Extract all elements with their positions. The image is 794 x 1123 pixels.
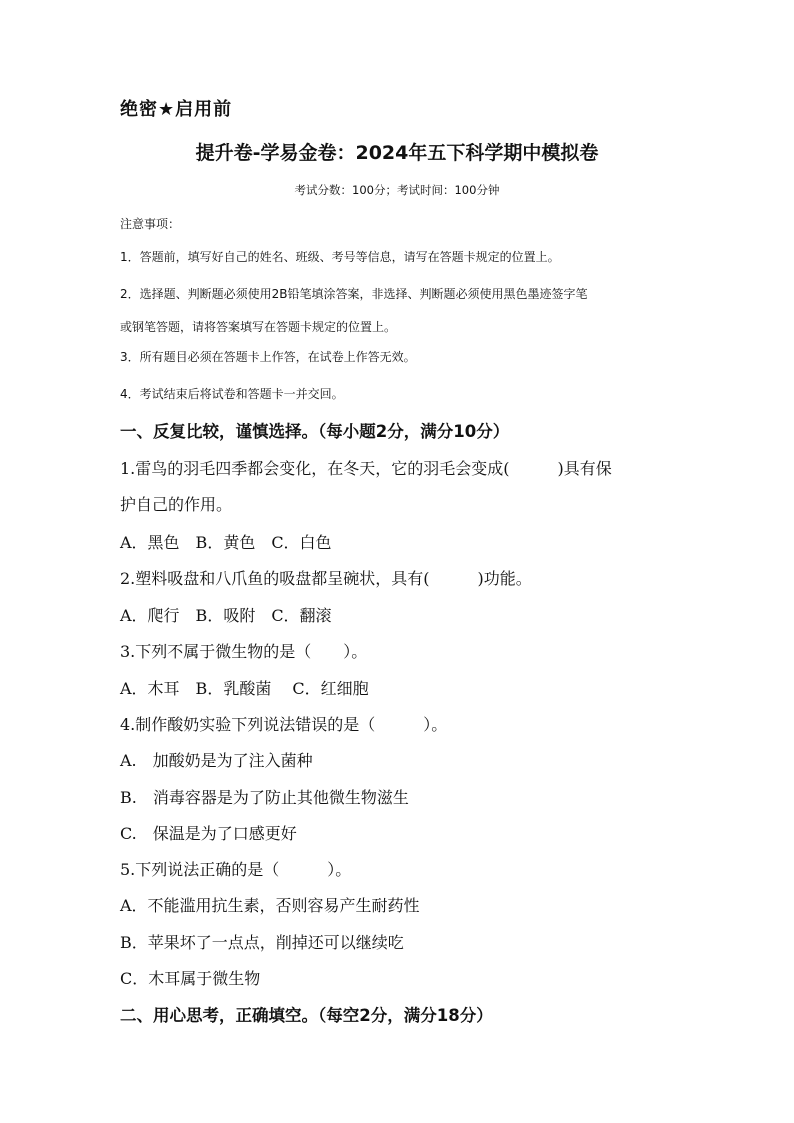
note-item: 或钢笔答题，请将答案填写在答题卡规定的位置上。 xyxy=(120,320,397,334)
exam-info: 考试分数：100分；考试时间：100分钟 xyxy=(294,183,500,197)
question-options: A．黑色 B．黄色 C．白色 xyxy=(120,533,332,552)
question-line: 护自己的作用。 xyxy=(120,495,233,514)
question-option: C．木耳属于微生物 xyxy=(120,969,261,988)
exam-title: 提升卷-学易金卷：2024年五下科学期中模拟卷 xyxy=(195,142,599,164)
note-item: 1．答题前，填写好自己的姓名、班级、考号等信息，请写在答题卡规定的位置上。 xyxy=(120,250,560,264)
notes-heading: 注意事项： xyxy=(120,217,181,231)
question-option: C. 保温是为了口感更好 xyxy=(120,824,297,843)
question-options: A．爬行 B．吸附 C．翻滚 xyxy=(120,606,332,625)
section-heading-choice: 一、反复比较，谨慎选择。（每小题2分，满分10分） xyxy=(120,422,510,441)
question-line: 3.下列不属于微生物的是（ ）。 xyxy=(120,642,368,661)
question-option: B．苹果坏了一点点，削掉还可以继续吃 xyxy=(120,933,404,952)
question-line: 4.制作酸奶实验下列说法错误的是（ ）。 xyxy=(120,715,448,734)
question-line: 1.雷鸟的羽毛四季都会变化，在冬天，它的羽毛会变成( )具有保 xyxy=(120,459,612,478)
question-option: B. 消毒容器是为了防止其他微生物滋生 xyxy=(120,788,409,807)
question-options: A．木耳 B．乳酸菌 C．红细胞 xyxy=(120,679,369,698)
question-line: 5.下列说法正确的是（ ）。 xyxy=(120,860,352,879)
confidential-label: 绝密★启用前 xyxy=(120,99,233,120)
section-heading-fill: 二、用心思考，正确填空。（每空2分，满分18分） xyxy=(120,1006,493,1025)
question-option: A. 加酸奶是为了注入菌种 xyxy=(120,751,313,770)
question-line: 2.塑料吸盘和八爪鱼的吸盘都呈碗状，具有( )功能。 xyxy=(120,569,532,588)
note-item: 2．选择题、判断题必须使用2B铅笔填涂答案，非选择、判断题必须使用黑色墨迹签字笔 xyxy=(120,287,588,301)
note-item: 3．所有题目必须在答题卡上作答，在试卷上作答无效。 xyxy=(120,350,416,364)
question-option: A．不能滥用抗生素，否则容易产生耐药性 xyxy=(120,896,420,915)
note-item: 4．考试结束后将试卷和答题卡一并交回。 xyxy=(120,387,344,401)
